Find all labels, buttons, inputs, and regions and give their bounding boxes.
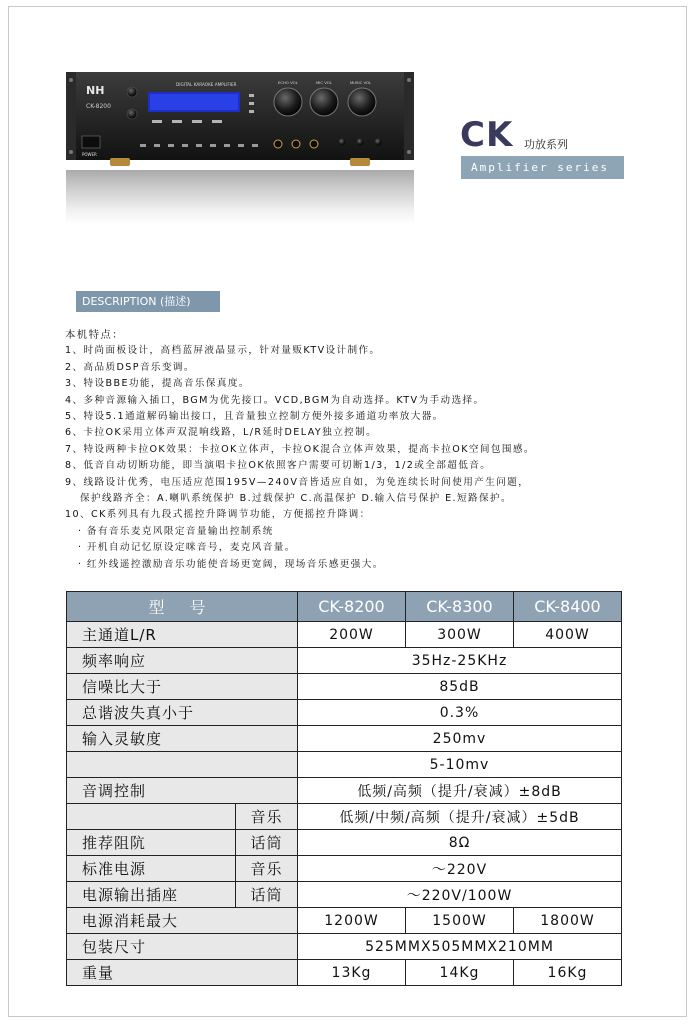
table-row <box>67 960 622 986</box>
cell-value: 250mv <box>298 726 622 752</box>
table-row <box>67 700 622 726</box>
table-row <box>67 648 622 674</box>
feature-intro: 本机特点： <box>65 329 124 341</box>
feature-item: 3、特设BBE功能，提高音乐保真度。 <box>65 378 250 390</box>
feature-item: 2、高品质DSP音乐变调。 <box>65 361 195 373</box>
table-row <box>67 622 622 648</box>
table-row <box>67 804 622 830</box>
cell-value: 400W <box>514 622 622 648</box>
cell-value: 85dB <box>298 674 622 700</box>
table-row <box>67 908 622 934</box>
cell-value: 低频/高频（提升/衰减）±8dB <box>298 778 622 804</box>
row-label: 重量 <box>67 960 298 986</box>
row-label <box>67 804 236 830</box>
feature-item: 5、特设5.1通道解码输出接口，且音量独立控制方便外接多通道功率放大器。 <box>65 411 444 423</box>
cell-value: 200W <box>298 622 406 648</box>
cell-value: 16Kg <box>514 960 622 986</box>
table-row <box>67 778 622 804</box>
amp-panel-title: DIGITAL KARAOKE AMPLIFIER <box>176 82 237 87</box>
cell-value: 525MMX505MMX210MM <box>298 934 622 960</box>
feature-subitem: · 备有音乐麦克风限定音量输出控制系统 <box>78 525 274 537</box>
description-label: DESCRIPTION (描述) <box>76 291 220 312</box>
row-sublabel: 话筒 <box>236 882 298 908</box>
feature-item: 9、线路设计优秀，电压适应范围195V—240V音皆适应自如，为免连续长时间使用产生问题， <box>65 476 530 488</box>
table-row <box>67 882 622 908</box>
series-banner: Amplifier series <box>461 156 624 179</box>
row-label: 频率响应 <box>67 648 298 674</box>
row-label: 包装尺寸 <box>67 934 298 960</box>
cell-value: 0.3% <box>298 700 622 726</box>
series-subtitle: 功放系列 <box>524 138 568 151</box>
table-row <box>67 726 622 752</box>
feature-item: 保护线路齐全：A.喇叭系统保护 B.过载保护 C.高温保护 D.输入信号保护 E.短路保护。 <box>80 493 512 505</box>
amp-logo: NH <box>86 84 105 97</box>
header-ck-8300: CK-8300 <box>406 592 514 622</box>
header-model-label: 型 号 <box>67 592 298 622</box>
row-label: 主通道L/R <box>67 622 298 648</box>
row-sublabel: 音乐 <box>236 804 298 830</box>
feature-list <box>65 327 665 573</box>
table-row <box>67 830 622 856</box>
feature-item: 10、CK系列具有九段式摇控升降调节功能，方便摇控升降调： <box>65 509 371 521</box>
cell-value: 300W <box>406 622 514 648</box>
row-label: 音调控制 <box>67 778 298 804</box>
row-sublabel: 音乐 <box>236 856 298 882</box>
cell-value: 1200W <box>298 908 406 934</box>
knob-label-music: MUSIC VOL <box>350 80 372 85</box>
spec-table <box>66 591 622 986</box>
header-ck-8400: CK-8400 <box>514 592 622 622</box>
row-label: 电源输出插座 <box>67 882 236 908</box>
feature-subitem: · 红外线遥控激励音乐功能使音场更宽阔，现场音乐感更强大。 <box>78 558 384 570</box>
table-header-row <box>67 592 622 622</box>
series-title: CK <box>460 115 514 155</box>
cell-value: 低频/中频/高频（提升/衰减）±5dB <box>298 804 622 830</box>
feature-item: 6、卡拉OK采用立体声双混响线路，L/R延时DELAY独立控制。 <box>65 427 378 439</box>
table-row <box>67 674 622 700</box>
row-label <box>67 752 298 778</box>
cell-value: 14Kg <box>406 960 514 986</box>
cell-value: 1500W <box>406 908 514 934</box>
header-ck-8200: CK-8200 <box>298 592 406 622</box>
amp-model: CK-8200 <box>86 103 111 110</box>
feature-item: 4、多种音源输入插口，BGM为优先接口。VCD,BGM为自动选择。KTV为手动选择。 <box>65 394 485 406</box>
cell-value: 13Kg <box>298 960 406 986</box>
row-label: 总谐波失真小于 <box>67 700 298 726</box>
row-sublabel: 话筒 <box>236 830 298 856</box>
table-row <box>67 934 622 960</box>
feature-item: 8、低音自动切断功能，即当演唱卡拉OK依照客户需要可切断1/3，1/2或全部超低音。 <box>65 460 492 472</box>
row-label: 信噪比大于 <box>67 674 298 700</box>
row-label: 电源消耗最大 <box>67 908 298 934</box>
cell-value: ～220V <box>298 856 622 882</box>
amp-power-label: POWER <box>82 152 97 157</box>
feature-item: 1、时尚面板设计，高档蓝屏液晶显示，针对量贩KTV设计制作。 <box>65 345 381 357</box>
row-label: 输入灵敏度 <box>67 726 298 752</box>
feature-subitem: · 开机自动记忆原设定咪音号，麦克风音量。 <box>78 542 296 554</box>
row-label: 推荐阻阬 <box>67 830 236 856</box>
knob-label-echo: ECHO VOL <box>278 80 298 85</box>
feature-item: 7、特设两种卡拉OK效果：卡拉OK立体声，卡拉OK混合立体声效果，提高卡拉OK空间包围感。 <box>65 443 535 455</box>
cell-value: 8Ω <box>298 830 622 856</box>
cell-value: ～220V/100W <box>298 882 622 908</box>
amplifier-image <box>66 70 414 166</box>
table-row <box>67 752 622 778</box>
cell-value: 5-10mv <box>298 752 622 778</box>
table-row <box>67 856 622 882</box>
cell-value: 1800W <box>514 908 622 934</box>
row-label: 标准电源 <box>67 856 236 882</box>
cell-value: 35Hz-25KHz <box>298 648 622 674</box>
amplifier-reflection <box>66 170 414 224</box>
knob-label-mic: MIC VOL <box>316 80 332 85</box>
